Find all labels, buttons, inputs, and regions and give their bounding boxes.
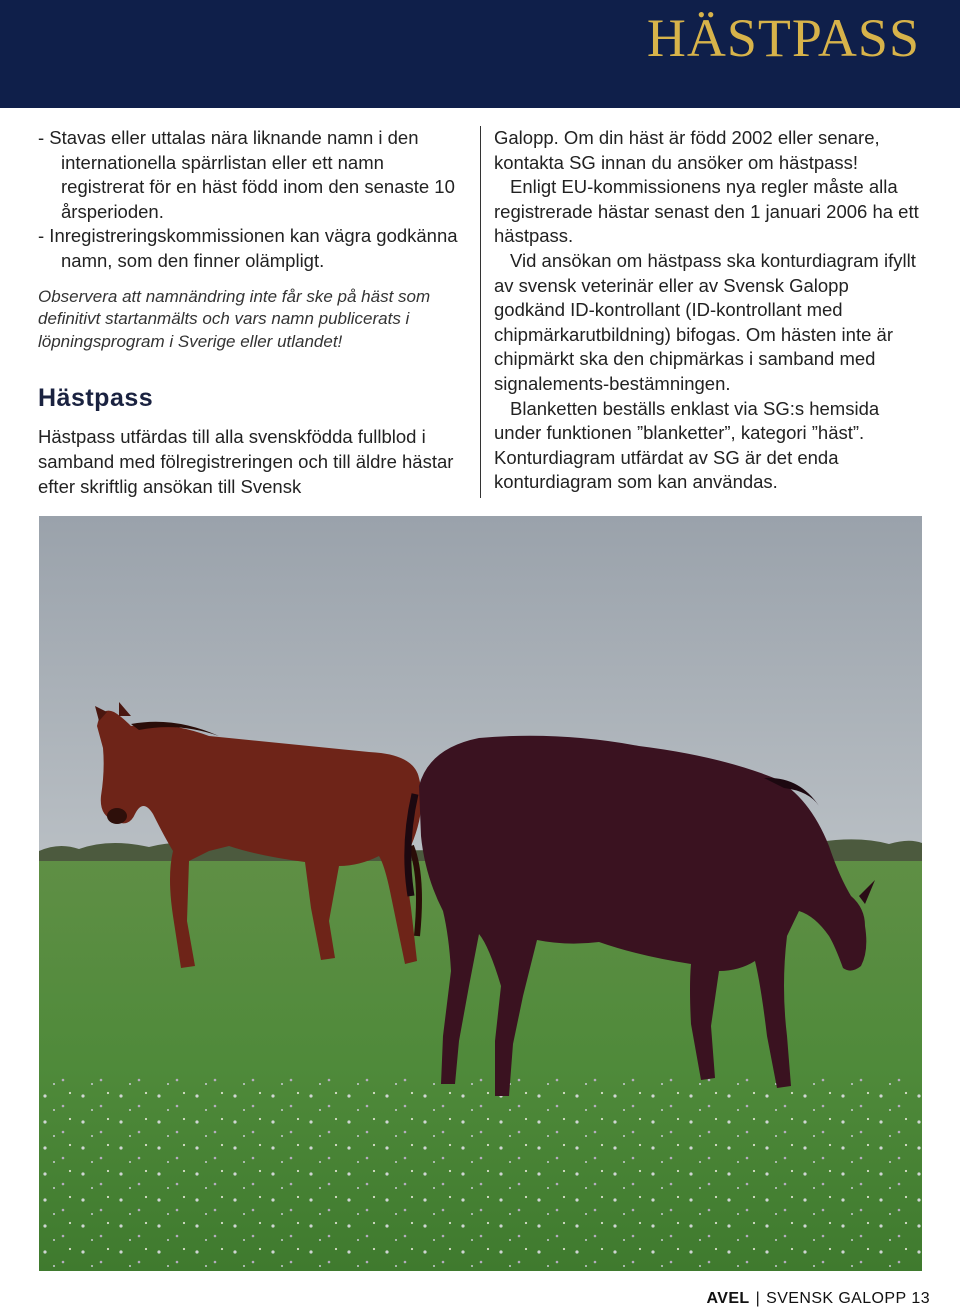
wildflowers (39, 1076, 922, 1271)
page-footer (707, 1290, 931, 1308)
left-column (38, 126, 470, 499)
page-title: HÄSTPASS (646, 8, 920, 68)
body-paragraph: Vid ansökan om hästpass ska konturdiagram ifyllt av svensk veterinär eller av Svensk Galopp godkänd ID-kontrollant (ID-kontrollant med chipmärkarutbildning) bifogas. Om hästen inte är chipmärkt ska den chipmärkas i samband med signalements-bestämningen. (494, 249, 916, 394)
body-paragraph: Blanketten beställs enklast via SG:s hemsida under funktionen ”blanketter”, kategori ”häst”. Konturdiagram utfärdat av SG är det enda konturdiagram som kan användas. (494, 397, 880, 493)
two-foals-grazing-photo (39, 516, 922, 1271)
right-column (494, 126, 924, 495)
column-divider (480, 126, 481, 498)
footer-separator: | (755, 1290, 761, 1307)
dash-item: - Stavas eller uttalas nära liknande namn i den internationella spärrlistan eller ett namn registrerat för en häst född inom den senaste 10 årsperioden. (38, 127, 455, 222)
section-heading: Hästpass (38, 384, 154, 413)
body-paragraph: Enligt EU-kommissionens nya regler måste alla registrerade hästar senast den 1 januari 2006 ha ett hästpass. (494, 176, 919, 247)
page-number: 13 (911, 1290, 930, 1307)
body-paragraph: Galopp. Om din häst är född 2002 eller senare, kontakta SG innan du ansöker om hästpass! (494, 127, 880, 173)
body-paragraph: Hästpass utfärdas till alla svenskfödda fullblod i samband med fölregistreringen och till äldre hästar efter skriftlig ansökan till Svensk (38, 426, 454, 497)
header-band (0, 0, 960, 108)
footer-section: AVEL (706, 1290, 750, 1307)
dash-item: - Inregistreringskommissionen kan vägra godkänna namn, som den finner olämpligt. (38, 225, 458, 271)
footer-magazine: SVENSK GALOPP (766, 1290, 907, 1307)
italic-note: Observera att namnändring inte får ske på häst som definitivt startanmälts och vars namn publicerats i löpningsprogram i Sverige eller utlandet! (38, 286, 431, 351)
